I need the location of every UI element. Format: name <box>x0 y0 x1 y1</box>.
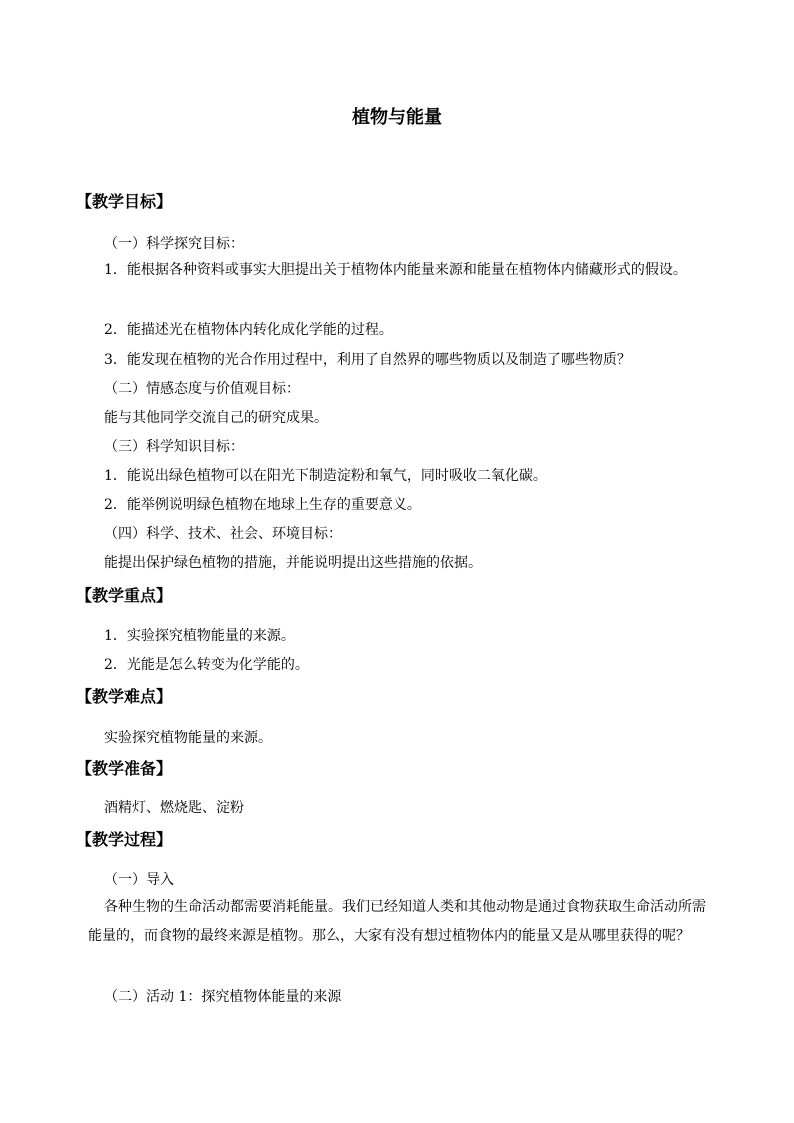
goals-sub2: （二）情感态度与价值观目标： <box>104 381 300 397</box>
goals-sub1: （一）科学探究目标： <box>104 236 244 252</box>
goals-sub3: （三）科学知识目标： <box>104 439 244 455</box>
document-title: 植物与能量 <box>352 107 442 128</box>
goals-sub4: （四）科学、技术、社会、环境目标： <box>104 526 342 542</box>
prep-text: 酒精灯、燃烧匙、淀粉 <box>104 800 244 816</box>
goals-item5: 2．能举例说明绿色植物在地球上生存的重要意义。 <box>104 497 421 513</box>
goals-sub2-text: 能与其他同学交流自己的研究成果。 <box>104 410 328 426</box>
goals-sub4-text: 能提出保护绿色植物的措施，并能说明提出这些措施的依据。 <box>104 555 482 571</box>
difficulty-text: 实验探究植物能量的来源。 <box>104 730 272 746</box>
goals-item2: 2．能描述光在植物体内转化成化学能的过程。 <box>104 322 393 338</box>
process-intro: 各种生物的生命活动都需要消耗能量。我们已经知道人类和其他动物是通过食物获取生命活动所需能量的，而食物的最终来源是植物。那么，大家有没有想过植物体内的能量又是从哪里获得的呢？ <box>88 899 706 944</box>
process-sub2: （二）活动 1：探究植物体能量的来源 <box>104 989 342 1005</box>
goals-item4: 1．能说出绿色植物可以在阳光下制造淀粉和氧气，同时吸收二氧化碳。 <box>104 468 547 484</box>
goals-item3: 3．能发现在植物的光合作用过程中，利用了自然界的哪些物质以及制造了哪些物质？ <box>104 352 631 368</box>
section-heading-goals: 【教学目标】 <box>76 192 173 211</box>
goals-item1: 1．能根据各种资料或事实大胆提出关于植物体内能量来源和能量在植物体内储藏形式的假设。 <box>104 262 687 278</box>
key-item2: 2．光能是怎么转变为化学能的。 <box>104 657 309 673</box>
key-item1: 1．实验探究植物能量的来源。 <box>104 628 295 644</box>
section-heading-prep: 【教学准备】 <box>76 759 173 778</box>
process-sub1: （一）导入 <box>104 872 174 888</box>
section-heading-key: 【教学重点】 <box>76 586 173 605</box>
section-heading-difficulty: 【教学难点】 <box>76 687 173 706</box>
section-heading-process: 【教学过程】 <box>76 830 173 849</box>
